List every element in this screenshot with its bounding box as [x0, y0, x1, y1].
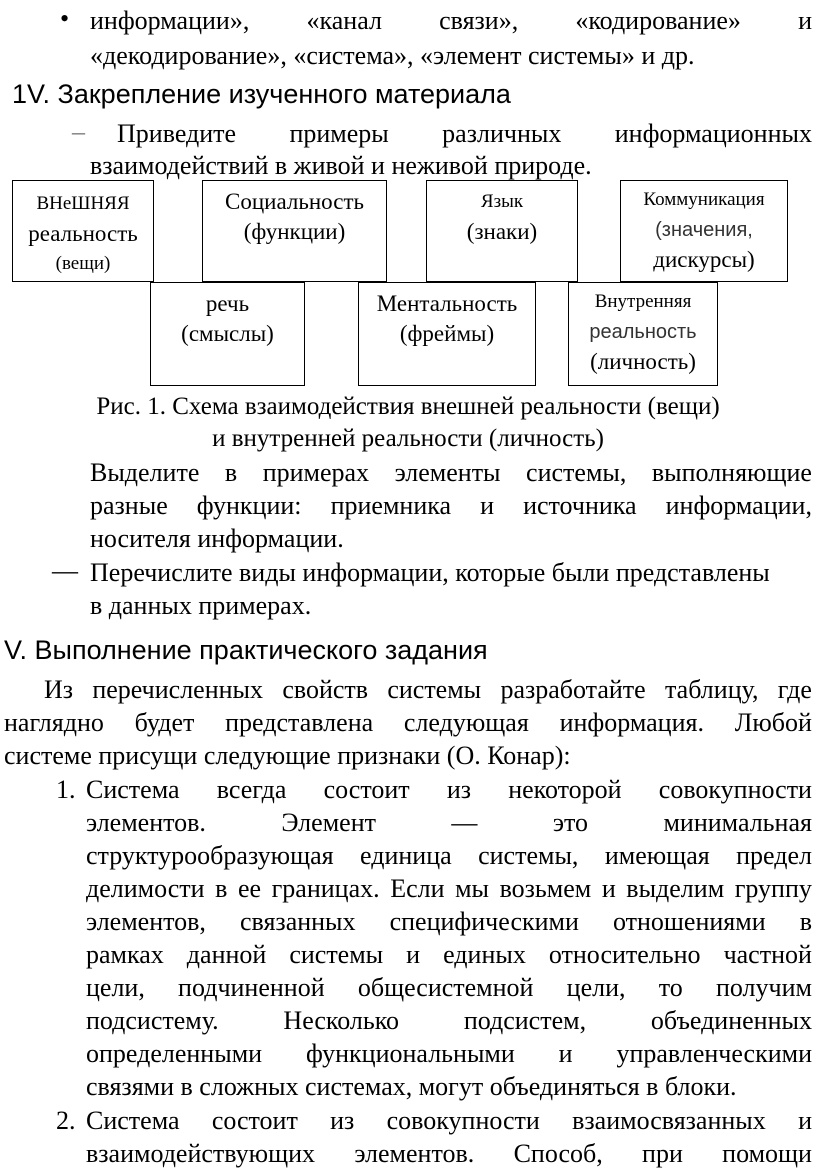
- word: в: [215, 874, 228, 903]
- word: ее: [237, 874, 262, 903]
- word: подчиненной: [178, 973, 325, 1002]
- word: наглядно: [4, 708, 104, 737]
- word: различных: [442, 119, 562, 148]
- list-item-2-number: 2.: [56, 1106, 76, 1135]
- word: и: [798, 1106, 812, 1135]
- word: цели,: [86, 973, 145, 1002]
- box-line: реальность: [589, 321, 697, 343]
- word: управленческими: [616, 1039, 812, 1068]
- item1-line: [86, 872, 812, 906]
- word: —: [451, 808, 478, 837]
- word: Несколько: [283, 1006, 400, 1035]
- paragraph-line-1: [44, 673, 812, 707]
- word: связанных: [239, 907, 356, 936]
- item1-line: [86, 773, 812, 807]
- word: информации»,: [90, 6, 250, 35]
- box-line: (функции): [243, 219, 346, 244]
- box-line: (фреймы): [399, 321, 495, 346]
- word: подсистему.: [86, 1006, 219, 1035]
- word: возьмем: [499, 874, 592, 903]
- word: имеющая: [604, 841, 710, 870]
- word: следующая: [403, 708, 529, 737]
- list-item-1-number: 1.: [56, 775, 76, 804]
- item2-line: [86, 1104, 812, 1138]
- item1-line: [86, 839, 812, 873]
- word: системы,: [526, 458, 627, 487]
- word: элементов.: [354, 1139, 475, 1168]
- word: и: [601, 874, 616, 903]
- task-1-marker: –: [72, 117, 85, 146]
- box-line: дискурсы): [653, 247, 755, 272]
- box-line: Социальность: [225, 189, 364, 214]
- task-3-line-1: Перечислите виды информации, которые были представлены: [90, 558, 770, 587]
- item1-line: [86, 806, 812, 840]
- word: совокупности: [658, 775, 812, 804]
- word: таблицу,: [665, 675, 759, 704]
- item1-line: [86, 938, 812, 972]
- word: разработайте: [500, 675, 646, 704]
- word: элементы: [394, 458, 501, 487]
- word: в: [224, 458, 238, 487]
- word: системы: [289, 940, 384, 969]
- word: рамках: [86, 940, 164, 969]
- item1-line: [86, 905, 812, 939]
- section-5-heading: V. Выполнение практического задания: [4, 635, 488, 665]
- box-line: Внутренняя: [594, 291, 692, 312]
- item1-line: [86, 971, 812, 1005]
- word: некоторой: [508, 775, 622, 804]
- word: Если: [390, 874, 445, 903]
- word: и: [798, 6, 812, 35]
- box-line: (вещи): [55, 253, 111, 274]
- diagram-box-internal-reality: [568, 282, 718, 386]
- diagram-box-mentality: [358, 282, 536, 386]
- paragraph-line-3: системе присущи следующие признаки (О. Конар):: [4, 741, 571, 770]
- box-line: реальность: [28, 221, 138, 246]
- word: относительно: [548, 940, 701, 969]
- word: всегда: [216, 775, 287, 804]
- word: единица: [360, 841, 452, 870]
- paragraph-line-2: [4, 706, 812, 740]
- word: частной: [723, 940, 812, 969]
- task-3-line-2: в данных примерах.: [90, 591, 312, 620]
- word: специфическими: [389, 907, 579, 936]
- word: состоит: [323, 775, 410, 804]
- word: примерах: [262, 458, 370, 487]
- word: Приведите: [117, 119, 237, 148]
- word: то: [658, 973, 683, 1002]
- word: приемника: [330, 491, 452, 520]
- word: единых: [443, 940, 526, 969]
- word: мы: [455, 874, 489, 903]
- word: границах.: [271, 874, 380, 903]
- word: свойств: [282, 675, 369, 704]
- task-2-line-1: [90, 456, 812, 490]
- word: группу: [734, 874, 812, 903]
- figure-caption-line-2: и внутренней реальности (личность): [212, 425, 604, 452]
- word: выделим: [626, 874, 725, 903]
- word: подсистем,: [463, 1006, 587, 1035]
- word: объединенных: [650, 1006, 812, 1035]
- box-line: Коммуникация: [643, 189, 765, 210]
- item1-line: [86, 1004, 812, 1038]
- word: общесистемной: [357, 973, 534, 1002]
- word: где: [777, 675, 812, 704]
- word: данной: [186, 940, 267, 969]
- word: помощи: [722, 1139, 812, 1168]
- word: разные: [90, 491, 168, 520]
- word: представлена: [225, 708, 374, 737]
- word: выполняющие: [651, 458, 812, 487]
- word: примеры: [289, 119, 389, 148]
- box-line: (знаки): [466, 219, 538, 244]
- diagram-box-sociality: [202, 180, 387, 282]
- word: «кодирование»: [575, 6, 741, 35]
- bullet-marker: •: [60, 4, 70, 33]
- item2-line: [86, 1137, 812, 1171]
- word: взаимосвязанных: [572, 1106, 766, 1135]
- word: взаимодействующих: [86, 1139, 316, 1168]
- bullet-line-2: «декодирование», «система», «элемент системы» и др.: [90, 41, 695, 70]
- word: цели,: [566, 973, 626, 1002]
- figure-caption-line-1: Рис. 1. Схема взаимодействия внешней реальности (вещи): [96, 393, 720, 420]
- word: элементов.: [86, 808, 206, 837]
- item1-line: [86, 1037, 812, 1071]
- word: и: [480, 491, 494, 520]
- box-line: Язык: [480, 191, 524, 212]
- word: Любой: [734, 708, 812, 737]
- word: Выделите: [90, 458, 200, 487]
- box-line: (смыслы): [181, 321, 274, 346]
- word: предел: [736, 841, 812, 870]
- box-line: Ментальность: [376, 291, 518, 316]
- box-line: ВНеШНЯЯ: [36, 193, 130, 214]
- word: Из: [44, 675, 74, 704]
- box-line: (значения,: [655, 219, 753, 241]
- word: системы,: [478, 841, 579, 870]
- diagram-box-communication: [620, 180, 788, 282]
- word: связи»,: [439, 6, 519, 35]
- diagram-box-language: [426, 180, 578, 282]
- word: будет: [134, 708, 195, 737]
- word: информационных: [614, 119, 812, 148]
- box-line: (личность): [590, 349, 696, 374]
- word: источника: [523, 491, 637, 520]
- word: и: [558, 1039, 573, 1068]
- task-1-line-1: [117, 117, 812, 151]
- word: Способ,: [513, 1139, 603, 1168]
- word: информации,: [665, 491, 812, 520]
- word: системы: [387, 675, 482, 704]
- task-1-line-2: взаимодействий в живой и неживой природе.: [90, 151, 592, 180]
- word: в: [799, 907, 812, 936]
- word: минимальная: [663, 808, 812, 837]
- word: совокупности: [386, 1106, 540, 1135]
- word: определенными: [86, 1039, 263, 1068]
- word: Элемент: [281, 808, 376, 837]
- box-line: речь: [205, 291, 250, 316]
- word: это: [552, 808, 589, 837]
- word: структурообразующая: [86, 841, 334, 870]
- word: функциональными: [305, 1039, 515, 1068]
- bullet-line-1: [90, 4, 812, 38]
- diagram-box-speech: [150, 282, 305, 386]
- word: информация.: [559, 708, 704, 737]
- list-item-1-last-line: связями в сложных системах, могут объединяться в блоки.: [86, 1072, 737, 1101]
- diagram-box-external-reality: [12, 180, 154, 282]
- section-4-heading: 1V. Закрепление изученного материала: [12, 79, 511, 109]
- word: получим: [715, 973, 812, 1002]
- word: элементов,: [86, 907, 206, 936]
- word: и: [406, 940, 421, 969]
- word: Система: [86, 1106, 180, 1135]
- task-3-marker: —: [52, 556, 78, 585]
- word: перечисленных: [92, 675, 264, 704]
- word: «канал: [306, 6, 382, 35]
- word: делимости: [86, 874, 205, 903]
- word: отношениями: [612, 907, 766, 936]
- word: из: [446, 775, 472, 804]
- word: функции:: [196, 491, 302, 520]
- task-2-line-2: [90, 489, 812, 523]
- word: Система: [86, 775, 180, 804]
- word: из: [330, 1106, 355, 1135]
- word: при: [642, 1139, 683, 1168]
- task-2-line-3: носителя информации.: [90, 524, 344, 553]
- word: состоит: [211, 1106, 298, 1135]
